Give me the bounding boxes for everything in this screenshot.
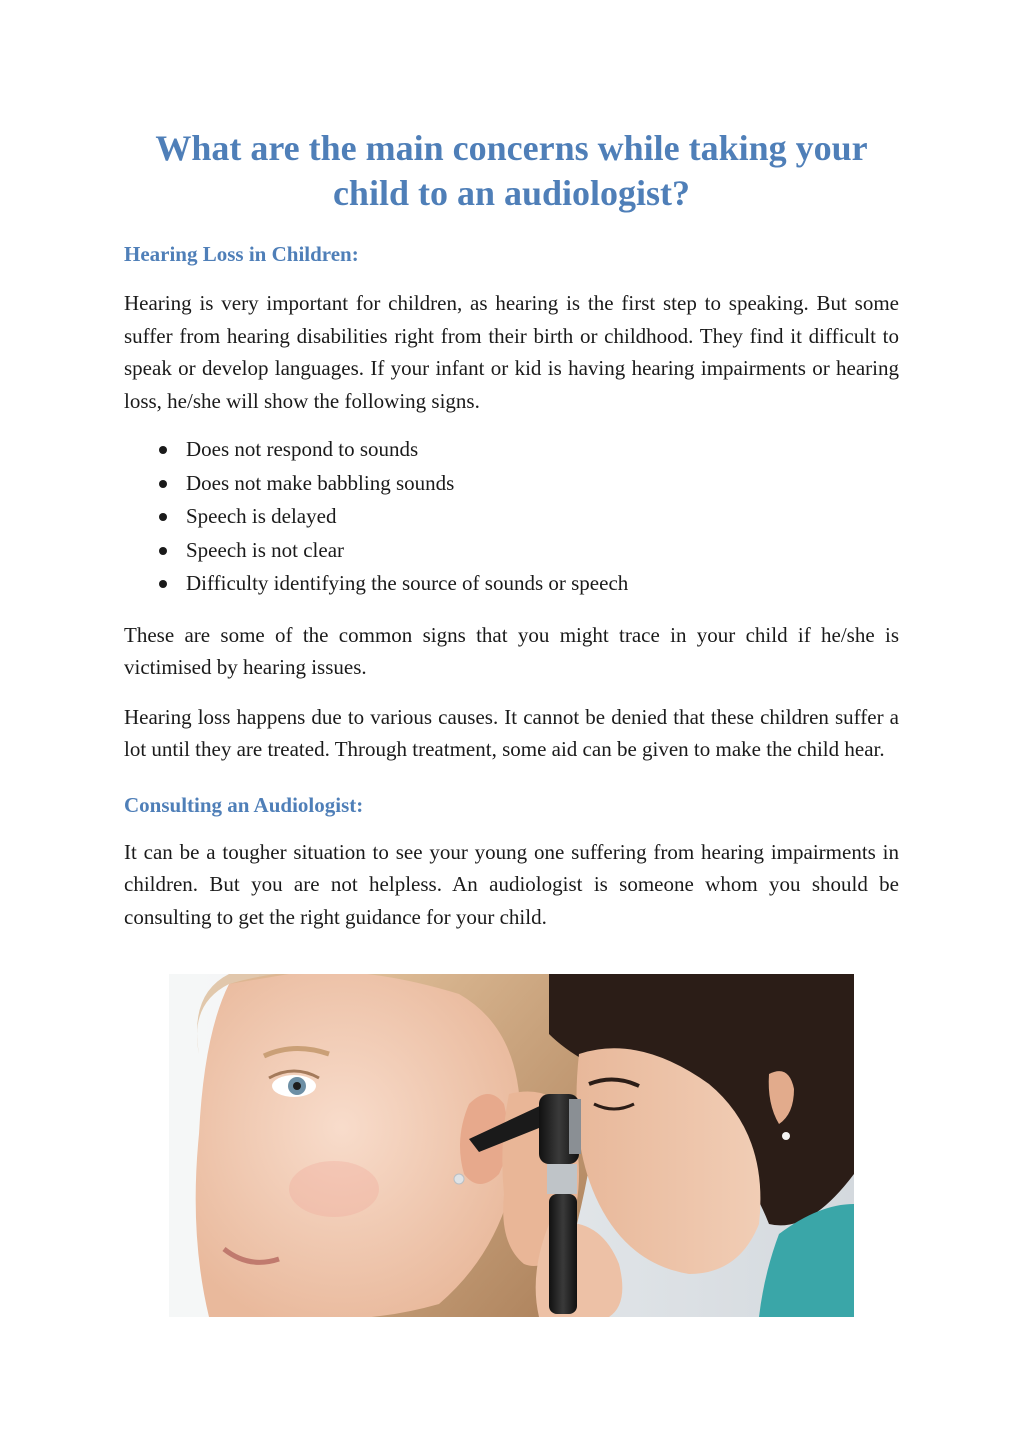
causes-paragraph: Hearing loss happens due to various causes. It cannot be denied that these children suffer a lot until they are treated. Through treatment, some aid can be given to make the child hear. <box>124 704 899 761</box>
document-page <box>124 126 899 933</box>
bullet-icon <box>159 480 167 488</box>
child-earring-icon <box>454 1174 464 1184</box>
otoscope-exam-photo <box>169 974 854 1317</box>
list-item: Difficulty identifying the source of sounds or speech <box>124 567 899 601</box>
bullet-icon <box>159 547 167 555</box>
intro-paragraph: Hearing is very important for children, as hearing is the first step to speaking. But some suffer from hearing disabilities right from their birth or childhood. They find it difficult to speak or develop languages. If your infant or kid is having hearing impairments or hearing loss, he/she will show the following signs. <box>124 291 899 413</box>
section-heading-consulting: Consulting an Audiologist: <box>124 792 364 817</box>
child-pupil <box>293 1082 301 1090</box>
otoscope-handle <box>549 1194 577 1314</box>
otoscope-collar <box>547 1164 577 1194</box>
doctor-earring-icon <box>782 1132 790 1140</box>
section-heading-hearing-loss: Hearing Loss in Children: <box>124 242 359 266</box>
child-cheek <box>289 1161 379 1217</box>
bullet-icon <box>159 513 167 521</box>
list-item: Does not respond to sounds <box>124 433 899 467</box>
list-item: Does not make babbling sounds <box>124 467 899 501</box>
consulting-paragraph: It can be a tougher situation to see your young one suffering from hearing impairments in children. But you are not helpless. An audiologist is someone whom you should be consulting to get the right guidance for your child. <box>124 839 899 929</box>
otoscope-lens-ring <box>569 1099 581 1154</box>
bullet-icon <box>159 446 167 454</box>
list-item: Speech is delayed <box>124 500 899 534</box>
signs-summary-paragraph: These are some of the common signs that you might trace in your child if he/she is victimised by hearing issues. <box>124 622 899 679</box>
list-item: Speech is not clear <box>124 534 899 568</box>
bullet-icon <box>159 580 167 588</box>
page-title: What are the main concerns while taking your child to an audiologist? <box>155 128 868 213</box>
signs-list <box>124 433 899 601</box>
photo-illustration <box>169 974 854 1317</box>
